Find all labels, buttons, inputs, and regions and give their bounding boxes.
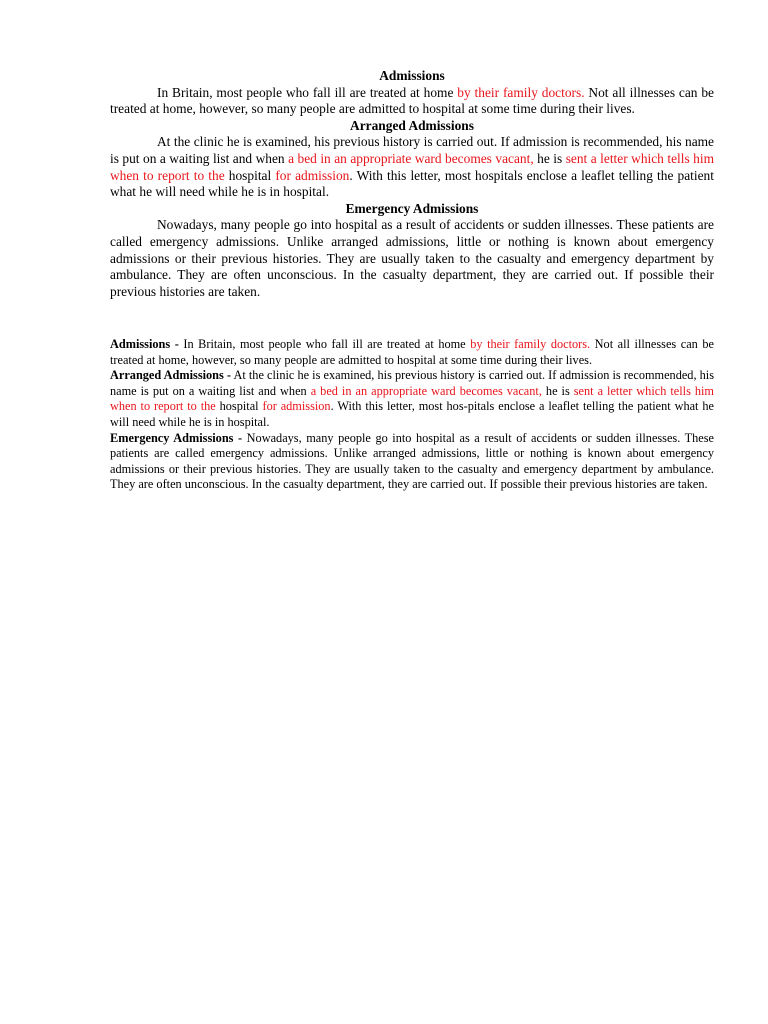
text-run: Not all illnesses can be treated at home, however, so many people are admitted to hospital at some time during their lives.: [110, 84, 714, 117]
paragraph-emergency-admissions: Nowadays, many people go into hospital as a result of accidents or sudden illnesses. These patients are called emergency admissions. Unlike arranged admissions, little or nothing is known about emergency admissions or their previous histories. They are usually taken to the casualty and emergency department by ambulance. They are often unconscious. In the casualty department, they are carried out. If possible their previous histories are taken.: [110, 217, 714, 299]
paragraph-admissions: [110, 85, 714, 118]
text-run: Not all illnesses can be treated at home, however, so many people are admitted to hospital at some time during their lives.: [110, 337, 715, 367]
text-run: In Britain, most people who fall ill are treated at home: [157, 84, 458, 100]
highlighted-text: by their family doctors.: [457, 84, 585, 100]
heading-admissions: Admissions: [379, 68, 445, 83]
highlighted-text: by their family doctors.: [470, 337, 591, 351]
text-run: At the clinic he is examined, his previous history is carried out. If admission is recommended, his name is put on a waiting list and when: [110, 368, 715, 398]
text-run: Nowadays, many people go into hospital as a result of accidents or sudden illnesses. These patients are called emergency admissions. Unlike arranged admissions, little or nothing is known about emergency admissions or their previous histories. They are usually taken to the casualty and emergency department by ambulance. They are often unconscious. In the casualty department, they are carried out. If possible their previous histories are taken.: [110, 430, 714, 492]
heading-emergency-admissions: Emergency Admissions: [345, 200, 479, 216]
text-run: he is: [533, 150, 566, 166]
inline-label: Arranged Admissions -: [110, 368, 232, 383]
compact-section: [110, 337, 714, 493]
inline-label: Emergency Admissions -: [110, 430, 243, 445]
highlighted-text: for admission: [275, 167, 350, 183]
text-run: hospital: [224, 167, 276, 183]
text-run: In Britain, most people who fall ill are treated at home: [178, 337, 471, 351]
heading-arranged-admissions: Arranged Admissions: [350, 117, 474, 133]
text-run: At the clinic he is examined, his previous history is carried out. If admission is recommended, his name is put on a waiting list and when: [110, 134, 714, 166]
highlighted-text: sent a letter which tells him when to report to the: [110, 383, 714, 414]
inline-label: Admissions -: [110, 337, 179, 351]
formatted-section: [110, 68, 714, 300]
text-run: . With this letter, most hospitals enclose a leaflet telling the patient what he will need while he is in hospital.: [110, 167, 714, 200]
highlighted-text: a bed in an appropriate ward becomes vacant,: [288, 150, 534, 166]
highlighted-text: sent a letter which tells him when to report to the: [110, 150, 714, 183]
text-run: . With this letter, most hos-pitals enclose a leaflet telling the patient what he will need while he is in hospital.: [110, 399, 714, 429]
highlighted-text: a bed in an appropriate ward becomes vacant,: [310, 383, 542, 398]
highlighted-text: for admission: [262, 399, 331, 414]
text-run: he is: [541, 383, 574, 398]
compact-paragraph-emergency-admissions: [110, 431, 714, 493]
text-run: hospital: [215, 399, 263, 414]
compact-paragraph-arranged-admissions: [110, 368, 714, 430]
paragraph-arranged-admissions: [110, 134, 714, 200]
compact-paragraph-admissions: [110, 337, 714, 368]
